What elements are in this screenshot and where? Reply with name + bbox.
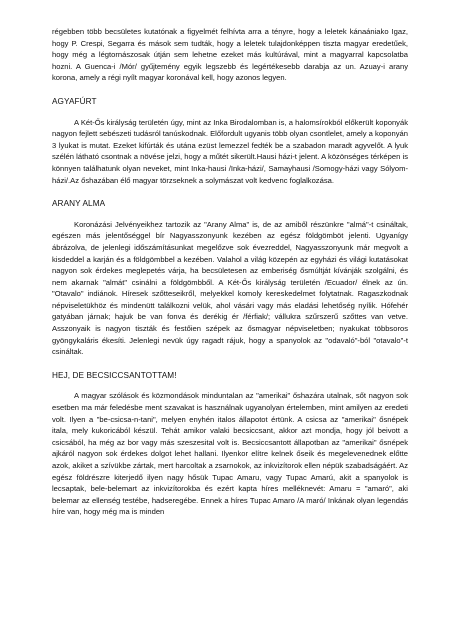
document-page <box>52 26 408 518</box>
section-heading-agyafurt: AGYAFÚRT <box>52 96 97 106</box>
intro-paragraph: régebben több becsületes kutatónak a figyelmét felhívta arra a tényre, hogy a leletek kánaániako Igaz, hogy P. Crespi, Segarra és mások sem tudták, hogy a leletek tulajdonképpen tiszta magyar eredetűek, hogy még a légtornászosak útján sem lehetne ezeket más kultúrával, mint a magyarral kapcsolatba hozni. A Guenca-i /Mór/ gyűjtemény egyik legszebb és legértékesebb darabja az un. Azuay-i arany korona, amely a régi nyílt magyar koronával kell, hogy azonos legyen. <box>52 27 408 83</box>
paragraph-arany-alma: Koronázási Jelvényeikhez tartozik az "Arany Alma" is, de az amiből részünkre "almá"-t csináltak, egészen más jelentőséggel bír Nagyasszonyunk kezében az egész földgömböt jelenti. Ugyanígy ábrázolva, de jelenlegi időszámításunkat megelőzve sok évezreddel, Nagyasszonyunk már megvolt a kisdeddel a karján és a földgömbbel a kezében. Valahol a világ közepén az egyházi és világi kutatásokat nagyon sok érdekes meglepetés várja, ha becsületesen az emberiség ősmúltját kívánják szolgálni, és nem akarnak "almát" csinálni a földgömbből. A Két-Ős királyság területén /Ecuador/ élnek az ún. "Otavalo" indiánok. Híresek szőtteseikről, melyekkel komoly kereskedelmet folytatnak. Ragaszkodnak népviseletükhöz és mindenütt találkozni velük, ahol vásári vagy más eladási lehetőség nyílik. Hófehér gatyában járnak; hajuk be van fonva és derékig ér /férfiak/; vállukra szűrszerű szőttes van vetve. Asszonyaik is nagyon tiszták és festőien szépek az ősmagyar népviseletben; nyakukat többsoros gyöngykaláris ékesíti. Jelenlegi nevük úgy ragadt rájuk, hogy a spanyolok az "odavaló"-ból "otavalo"-t csináltak. <box>52 219 408 357</box>
paragraph-becsiccsantottam: A magyar szólások és közmondások minduntalan az "amerikai" őshazára utalnak, sőt nagyon sok esetben ma már feledésbe ment szavakat is használnak ugyanolyan értelemben, mint amilyen az eredeti volt. Ilyen a "be-csicsa-n-tani", melyen enyhén italos állapotot értünk. A csicsa az "amerikai" ősnépek itala, mely kukoricából készül. Tehát amikor valaki becsiccsant, akkor azt mondja, hogy jól beivott a csicsából, ha még az bor vagy más szeszesital volt is. Becsiccsantott állapotban az "amerikai" ősnépek ajkáról nagyon sok érdekes dolgot lehet hallani. Ilyenkor elítre kelnek őseik és megelevenednek előtte azok, akiket a szívükbe zártak, mert harcoltak a zsarnokok, az inkvizítorok ellen népük szabadságáért. Az egész földrészre kiterjedő ilyen nagy hősük Tupac Amaru, vagy Tupac Amarú, akit a spanyolok is lecsaptak, bele-belemart az inkvizítorokba és ezért kapta híres melléknevét: Amaru = "amaró", aki belemar az ellenség testébe, hadseregébe. Ennek a híres Tupac Amaro /A maró/ Inkának olyan legendás híre van, hogy még ma is minden <box>52 391 408 517</box>
paragraph-agyafurt: A Két-Ős királyság területén úgy, mint az Inka Birodalomban is, a halomsírokból előkerült koponyák nagyon fejlett sebészeti tudásról tanúskodnak. Előfordult ugyanis több olyan csontlelet, amely a koponyán 3 lyukat is mutat. Ezeket kifúrták és utána ezüst lemezzel fedték be a szabadon maradt agyvelőt. A lyuk szélén látható csontnak a növése jelzi, hogy a műtét sikerült.Hausi házi-t jelent. A közönséges térképen is könnyen találhatunk olyan neveket, mint Inka-hausi /Inka-házi/, Samayhausi /Somogy-házi vagy Sólyom-házi/.Az őshazában élő magyar törzseknek a solymászat volt kedvenc foglalkozása. <box>52 117 408 185</box>
section-heading-arany-alma: ARANY ALMA <box>52 199 106 209</box>
section-heading-becsiccsantottam: HEJ, DE BECSICCSANTOTTAM! <box>52 370 177 380</box>
